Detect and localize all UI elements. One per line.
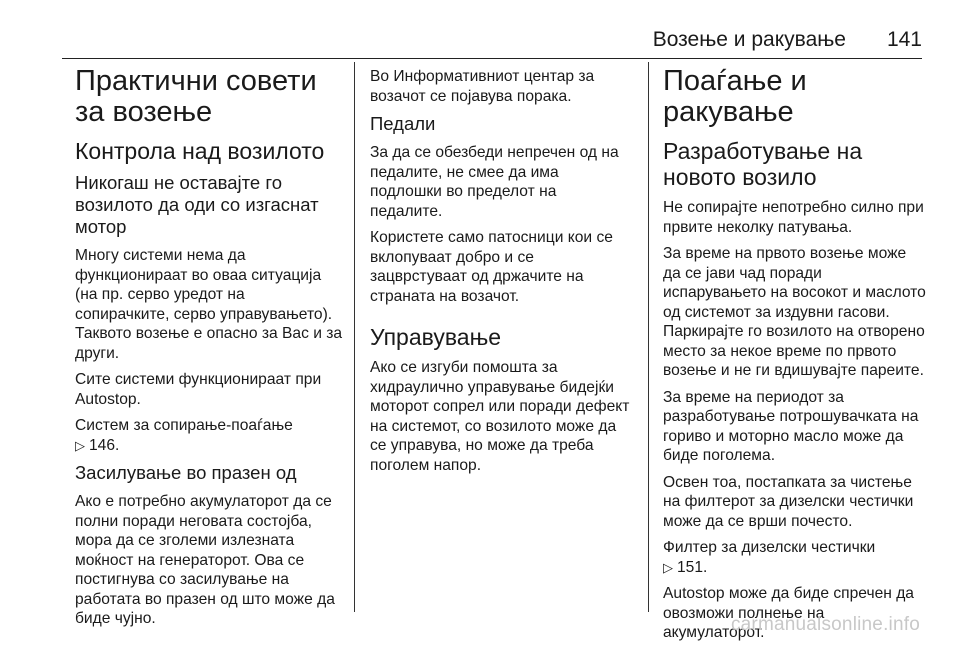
paragraph: Сите системи функционираат при Autostop. xyxy=(75,371,322,408)
paragraph: Освен тоа, постапката за чистење на филтерот за дизелски честички може да се врши почесто. xyxy=(663,473,914,530)
paragraph: Користете само патосници кои се вклопуваат добро и се зацврстуваат од држачите на страната на возачот. xyxy=(370,229,613,305)
watermark-text: carmanualsonline.info xyxy=(730,614,920,635)
paragraph: Не сопирајте непотребно силно при првите неколку патувања. xyxy=(663,199,924,236)
paragraph: За време на периодот за разработување потрошувачката на гориво и моторно масло може да биде поголема. xyxy=(663,388,919,464)
topic-heading: Педали xyxy=(370,113,436,134)
column-divider xyxy=(648,62,649,612)
column-divider xyxy=(354,62,355,612)
section-heading: Поаѓање и ракување xyxy=(663,65,807,128)
column-left xyxy=(75,62,343,636)
running-header-title: Возење и ракување xyxy=(652,28,846,51)
topic-heading: Никогаш не оставајте го возилото да оди со изгаснат мотор xyxy=(75,172,319,237)
page-header xyxy=(62,22,922,59)
paragraph: Autostop може да биде спречен да овозможи полнење на акумулаторот. xyxy=(663,585,914,641)
column-right xyxy=(663,62,928,650)
subsection-heading: Разработување на новото возило xyxy=(663,138,863,190)
section-heading: Практични совети за возење xyxy=(75,65,317,128)
page-reference-link[interactable]: 151. xyxy=(677,558,708,576)
subsection-heading: Управување xyxy=(370,324,502,350)
arrow-right-icon: ▷ xyxy=(75,437,85,453)
paragraph xyxy=(663,538,928,577)
paragraph xyxy=(75,416,343,455)
paragraph: Многу системи нема да функционираат во оваа ситуација (на пр. серво уредот на сопирачките, серво управувањето). Таквото возење е опасно за Вас и за други. xyxy=(75,247,343,362)
paragraph: За време на првото возење може да се јави чад поради испарувањето на восокот и маслото од системот за издувни гасови. Паркирајте го возилото на отворено место за некое време по првото возење и не ги вдишувајте пареите. xyxy=(663,245,926,379)
page-reference-link[interactable]: 146. xyxy=(89,436,120,454)
topic-heading: Засилување во празен од xyxy=(75,462,297,483)
paragraph: Ако е потребно акумулаторот да се полни поради неговата состојба, мора да се зголеми излезната моќност на генераторот. Ова се постигнува со засилување на работата во празен од што може да биде чујно. xyxy=(75,493,335,627)
paragraph: За да се обезбеди непречен од на педалите, не смее да има подлошки во пределот на педалите. xyxy=(370,144,619,220)
page-number: 141 xyxy=(886,28,922,51)
arrow-right-icon: ▷ xyxy=(663,559,673,575)
paragraph: Ако се изгуби помошта за хидраулично управување бидејќи моторот сопрел или поради дефект на системот, со возилото може да се управува, но може да треба поголем напор. xyxy=(370,359,630,474)
paragraph-text: Филтер за дизелски честички xyxy=(663,539,876,556)
subsection-heading: Контрола над возилото xyxy=(75,138,325,164)
column-middle xyxy=(370,62,632,482)
paragraph-text: Систем за сопирање-поаѓање xyxy=(75,417,293,434)
paragraph: Во Информативниот центар за возачот се појавува порака. xyxy=(370,68,595,105)
